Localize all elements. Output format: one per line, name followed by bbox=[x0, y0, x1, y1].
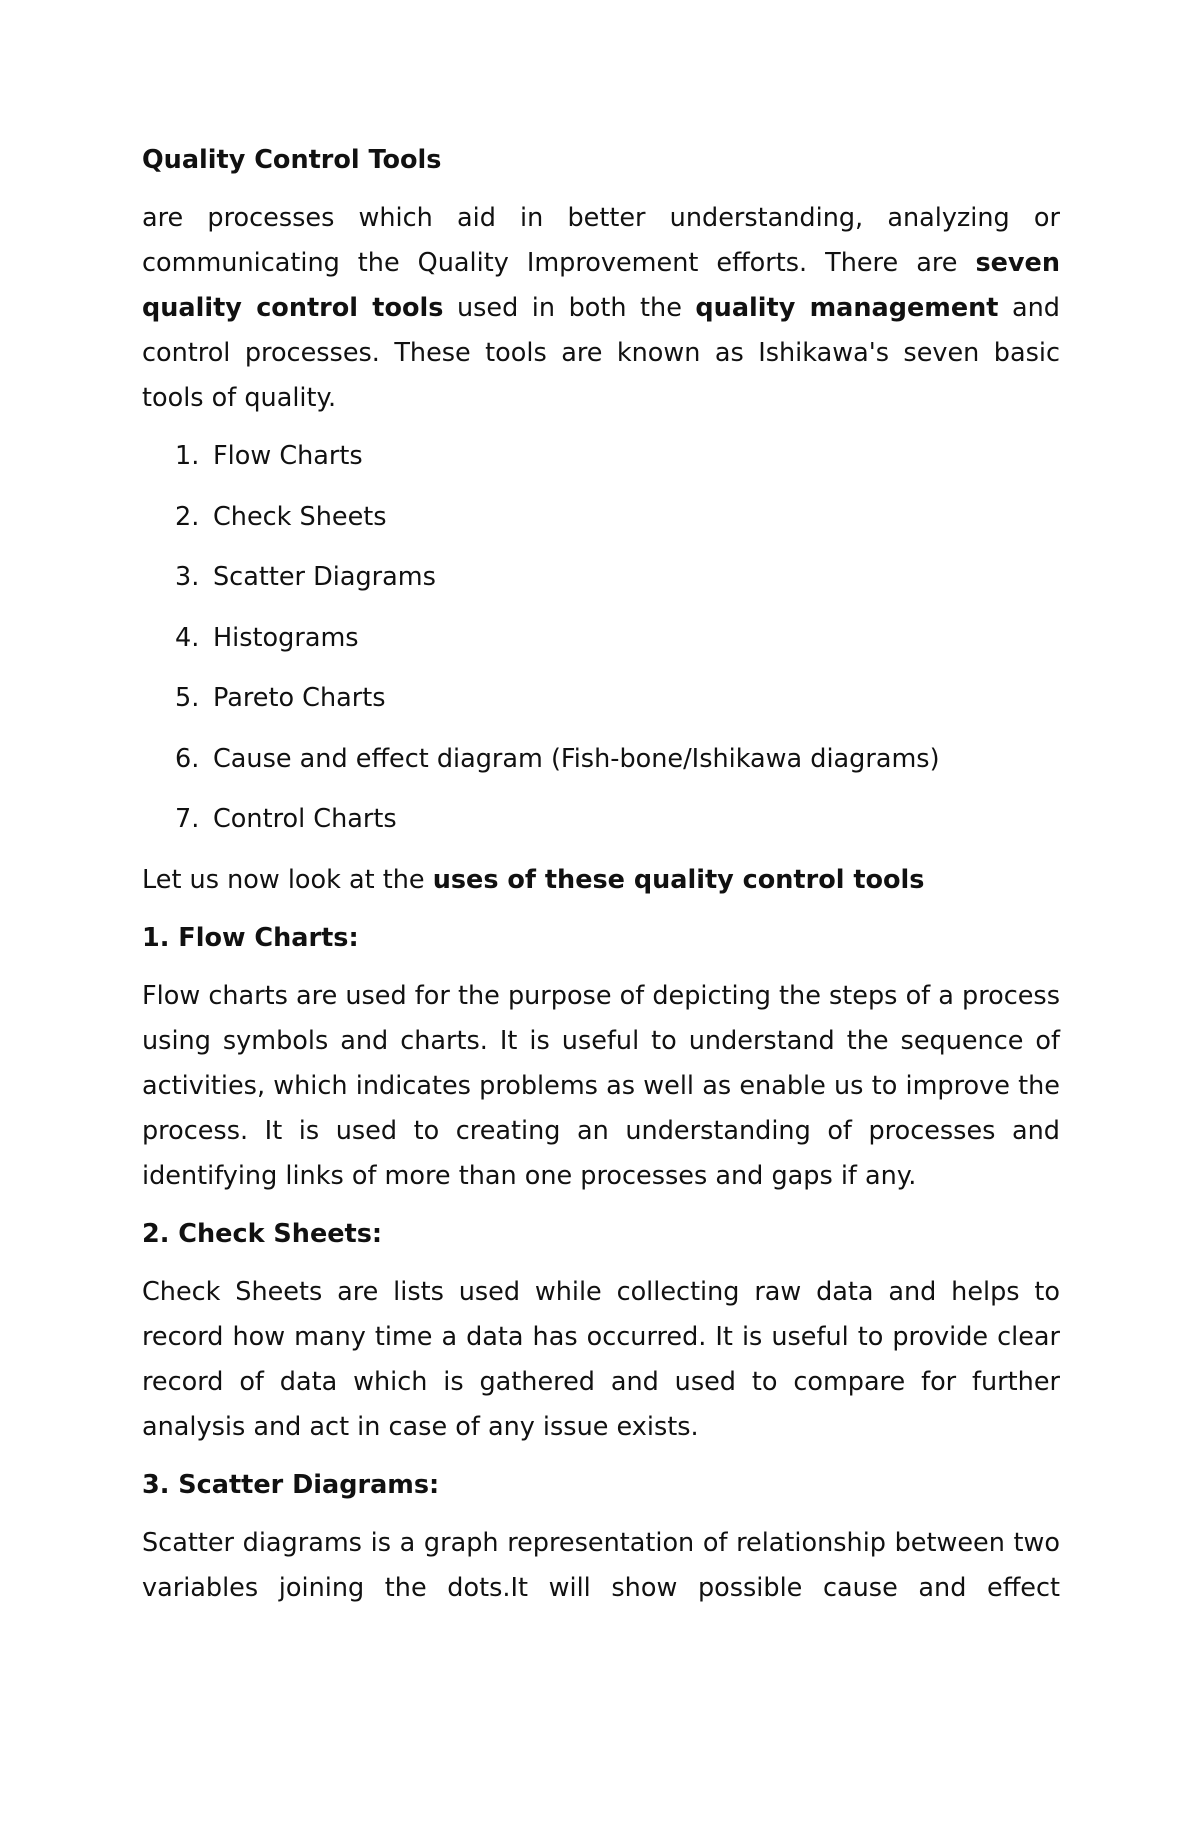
section-body-flow-charts: Flow charts are used for the purpose of depicting the steps of a process using symbols and charts. It is useful to understand the sequence of activities, which indicates problems as well as enable us to improve the process. It is used to creating an understanding of processes and identifying links of more than one processes and gaps if any. bbox=[142, 980, 1060, 1191]
tools-list bbox=[142, 434, 1060, 842]
list-item bbox=[175, 555, 1060, 600]
list-item bbox=[175, 797, 1060, 842]
list-item-label: Cause and effect diagram (Fish-bone/Ishikawa diagrams) bbox=[213, 743, 940, 774]
list-item-label: Check Sheets bbox=[213, 501, 387, 532]
section-body-check-sheets: Check Sheets are lists used while collecting raw data and helps to record how many time a data has occurred. It is useful to provide clear record of data which is gathered and used to compare for further analysis and act in case of any issue exists. bbox=[142, 1276, 1060, 1442]
uses-intro bbox=[142, 858, 1060, 903]
list-item-label: Control Charts bbox=[213, 804, 397, 834]
document-page bbox=[142, 138, 1060, 1624]
intro-text-3: and control processes. These tools are known as Ishikawa's seven basic tools of quality. bbox=[142, 293, 1060, 413]
section-heading-scatter-diagrams: 3. Scatter Diagrams: bbox=[142, 1469, 440, 1500]
section-body-scatter-diagrams: Scatter diagrams is a graph representation of relationship between two variables joining the dots.It will show possible cause and effect bbox=[142, 1527, 1060, 1603]
list-item-label: Pareto Charts bbox=[213, 683, 386, 713]
list-item-label: Flow Charts bbox=[213, 441, 363, 471]
uses-intro-text: Let us now look at the bbox=[142, 864, 433, 895]
list-item bbox=[175, 434, 1060, 479]
intro-paragraph bbox=[142, 196, 1060, 421]
intro-text-2: used in both the bbox=[443, 293, 696, 323]
section-heading-flow-charts: 1. Flow Charts: bbox=[142, 922, 359, 953]
list-item-number: 2. bbox=[175, 501, 200, 532]
section-heading-check-sheets: 2. Check Sheets: bbox=[142, 1218, 383, 1249]
list-item bbox=[175, 737, 1060, 782]
list-item-number: 7. bbox=[175, 804, 200, 834]
list-item-label: Scatter Diagrams bbox=[213, 562, 436, 592]
list-item-number: 5. bbox=[175, 683, 200, 713]
list-item-number: 3. bbox=[175, 562, 200, 592]
intro-bold-2: quality management bbox=[695, 293, 999, 323]
list-item-label: Histograms bbox=[213, 622, 359, 653]
list-item bbox=[175, 495, 1060, 540]
intro-bold-1: seven quality control tools bbox=[142, 248, 1060, 323]
list-item-number: 6. bbox=[175, 743, 200, 774]
uses-intro-bold: uses of these quality control tools bbox=[432, 864, 925, 895]
document-title: Quality Control Tools bbox=[142, 145, 442, 175]
list-item bbox=[175, 676, 1060, 721]
list-item-number: 1. bbox=[175, 441, 200, 471]
list-item bbox=[175, 616, 1060, 661]
list-item-number: 4. bbox=[175, 622, 200, 653]
intro-text-1: are processes which aid in better understanding, analyzing or communicating the Quality Improvement efforts. There are bbox=[142, 203, 1060, 278]
